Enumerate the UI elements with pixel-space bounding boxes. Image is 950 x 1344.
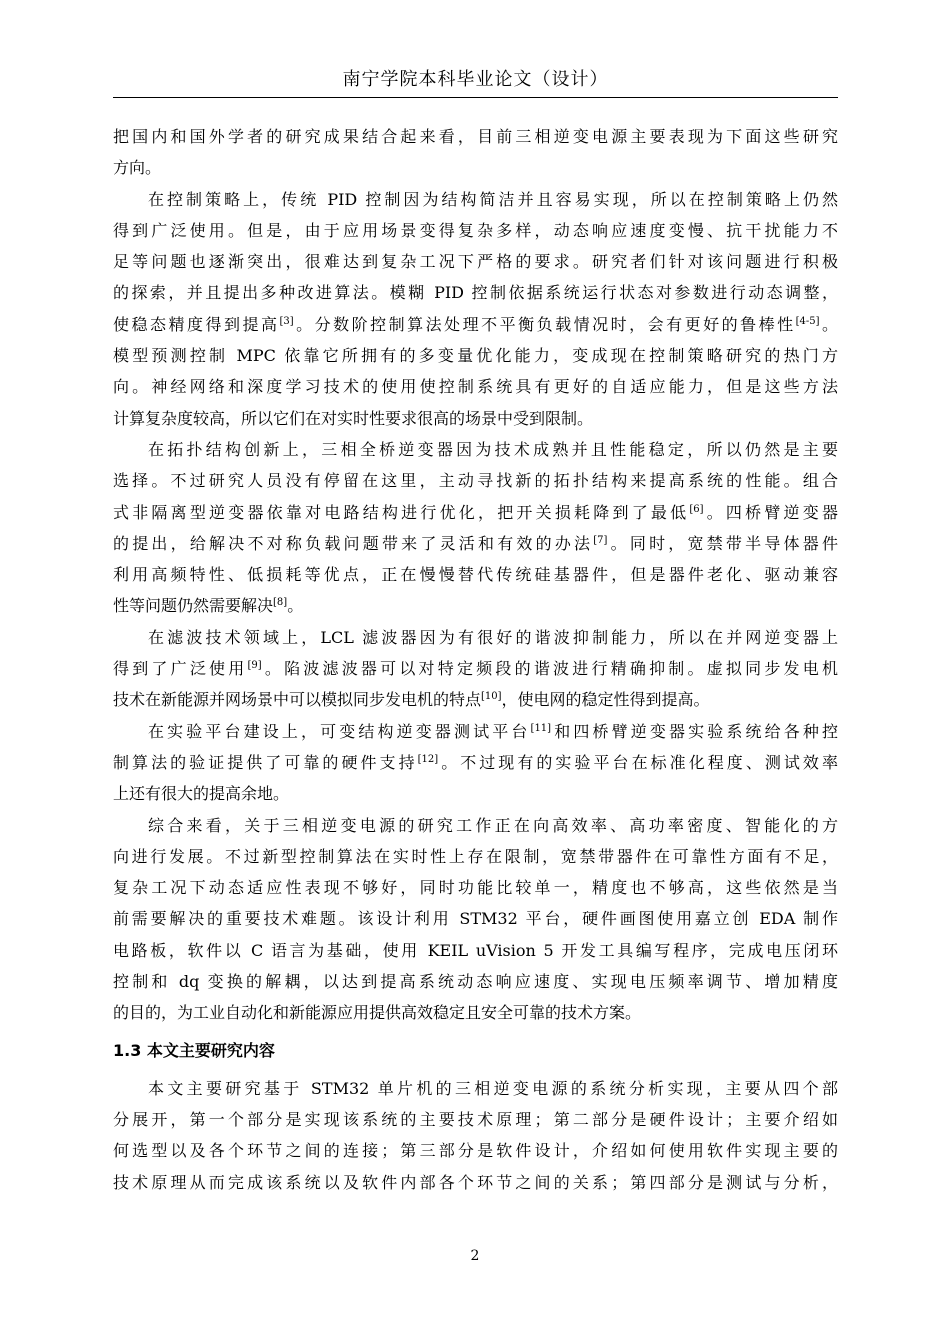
body-line: 计算复杂度较高，所以它们在对实时性要求很高的场景中受到限制。 (113, 408, 594, 428)
body-line (113, 309, 838, 340)
citation-ref: [4-5] (795, 315, 820, 327)
body-line (113, 653, 838, 684)
body-line: 利用高频特性、低损耗等优点，正在慢慢替代传统硅基器件，但是器件老化、驱动兼容 (113, 565, 838, 585)
text-run: 。陷波滤波器可以对特定频段的谐波进行精确抑制。虚拟同步发电机 (261, 659, 838, 679)
citation-ref: [12] (417, 753, 439, 765)
body-line: 向。神经网络和深度学习技术的使用使控制系统具有更好的自适应能力，但是这些方法 (113, 377, 838, 397)
text-run: 和四桥臂逆变器实验系统给各种控 (551, 721, 838, 741)
text-run: ，使电网的稳定性得到提高。 (501, 690, 710, 710)
citation-ref: [6] (689, 503, 704, 515)
body-line: 在拓扑结构创新上，三相全桥逆变器因为技术成熟并且性能稳定，所以仍然是主要 (148, 439, 838, 459)
body-line (113, 497, 838, 528)
body-line: 在控制策略上，传统 PID 控制因为结构简洁并且容易实现，所以在控制策略上仍然 (148, 189, 838, 209)
body-line: 在滤波技术领域上，LCL 滤波器因为有很好的谐波抑制能力，所以在并网逆变器上 (148, 627, 838, 647)
body-line: 技术原理从而完成该系统以及软件内部各个环节之间的关系；第四部分是测试与分析， (113, 1172, 838, 1192)
text-run: 。不过现有的实验平台在标准化程度、测试效率 (438, 752, 838, 772)
body-line (113, 716, 838, 747)
body-line (113, 747, 838, 778)
text-run: 。 (287, 596, 304, 616)
body-line: 何选型以及各个环节之间的连接；第三部分是软件设计，介绍如何使用软件实现主要的 (113, 1141, 838, 1161)
text-run: 。分数阶控制算法处理不平衡负载情况时，会有更好的鲁棒性 (293, 314, 796, 334)
text-run: 。同时，宽禁带半导体器件 (607, 533, 838, 553)
body-line: 得到广泛使用。但是，由于应用场景变得复杂多样，动态响应速度变慢、抗干扰能力不 (113, 220, 838, 240)
body-line: 的目的，为工业自动化和新能源应用提供高效稳定且安全可靠的技术方案。 (113, 1003, 642, 1023)
body-line: 的探索，并且提出多种改进算法。模糊 PID 控制依据系统运行状态对参数进行动态调整， (113, 283, 838, 303)
body-line: 电路板，软件以 C 语言为基础，使用 KEIL uVision 5 开发工具编写程序，完成电压闭环 (113, 940, 838, 960)
citation-ref: [10] (481, 691, 502, 703)
body-line (113, 528, 838, 559)
body-line: 把国内和国外学者的研究成果结合起来看，目前三相逆变电源主要表现为下面这些研究 (113, 127, 838, 146)
text-run: 使稳态精度得到提高 (113, 314, 280, 334)
body-line: 综合来看，关于三相逆变电源的研究工作正在向高效率、高功率密度、智能化的方 (148, 815, 838, 835)
page-number: 2 (470, 1248, 480, 1264)
body-line: 足等问题也逐渐突出，很难达到复杂工况下严格的要求。研究者们针对该问题进行积极 (113, 252, 838, 272)
text-run: 在实验平台建设上，可变结构逆变器测试平台 (148, 721, 531, 741)
citation-ref: [11] (530, 722, 552, 734)
body-line (113, 590, 838, 621)
text-run: 性等问题仍然需要解决 (113, 596, 274, 616)
text-run: 。四桥臂逆变器 (703, 502, 838, 522)
text-run: 得到了广泛使用 (113, 659, 248, 679)
body-line: 方向。 (113, 158, 162, 178)
body-line (113, 684, 838, 715)
citation-ref: [3] (279, 315, 294, 327)
body-line: 本文主要研究基于 STM32 单片机的三相逆变电源的系统分析实现，主要从四个部 (148, 1078, 838, 1098)
page-header: 南宁学院本科毕业论文（设计） (342, 69, 609, 90)
text-run: 式非隔离型逆变器依靠对电路结构进行优化，把开关损耗降到了最低 (113, 502, 690, 522)
body-line: 分展开，第一个部分是实现该系统的主要技术原理；第二部分是硬件设计；主要介绍如 (113, 1109, 838, 1129)
body-line: 上还有很大的提高余地。 (113, 784, 290, 804)
header-rule (113, 97, 838, 98)
citation-ref: [9] (247, 660, 262, 672)
text-run: 技术在新能源并网场景中可以模拟同步发电机的特点 (113, 690, 482, 710)
text-run: 的提出，给解决不对称负载问题带来了灵活和有效的办法 (113, 533, 594, 553)
body-line: 控制和 dq 变换的解耦，以达到提高系统动态响应速度、实现电压频率调节、增加精度 (113, 972, 838, 992)
page-body (113, 121, 838, 1198)
body-line: 复杂工况下动态适应性表现不够好，同时功能比较单一，精度也不够高，这些依然是当 (113, 878, 838, 898)
citation-ref: [8] (273, 597, 288, 609)
text-run: 。 (819, 314, 838, 334)
body-line: 模型预测控制 MPC 依靠它所拥有的多变量优化能力，变成现在控制策略研究的热门方 (113, 346, 838, 366)
body-line: 前需要解决的重要技术难题。该设计利用 STM32 平台，硬件画图使用嘉立创 EDA 制作 (113, 909, 838, 929)
body-line: 选择。不过研究人员没有停留在这里，主动寻找新的拓扑结构来提高系统的性能。组合 (113, 471, 838, 491)
section-heading: 1.3 本文主要研究内容 (113, 1040, 275, 1060)
citation-ref: [7] (593, 534, 608, 546)
text-run: 制算法的验证提供了可靠的硬件支持 (113, 752, 418, 772)
body-line: 向进行发展。不过新型控制算法在实时性上存在限制，宽禁带器件在可靠性方面有不足， (113, 846, 838, 866)
